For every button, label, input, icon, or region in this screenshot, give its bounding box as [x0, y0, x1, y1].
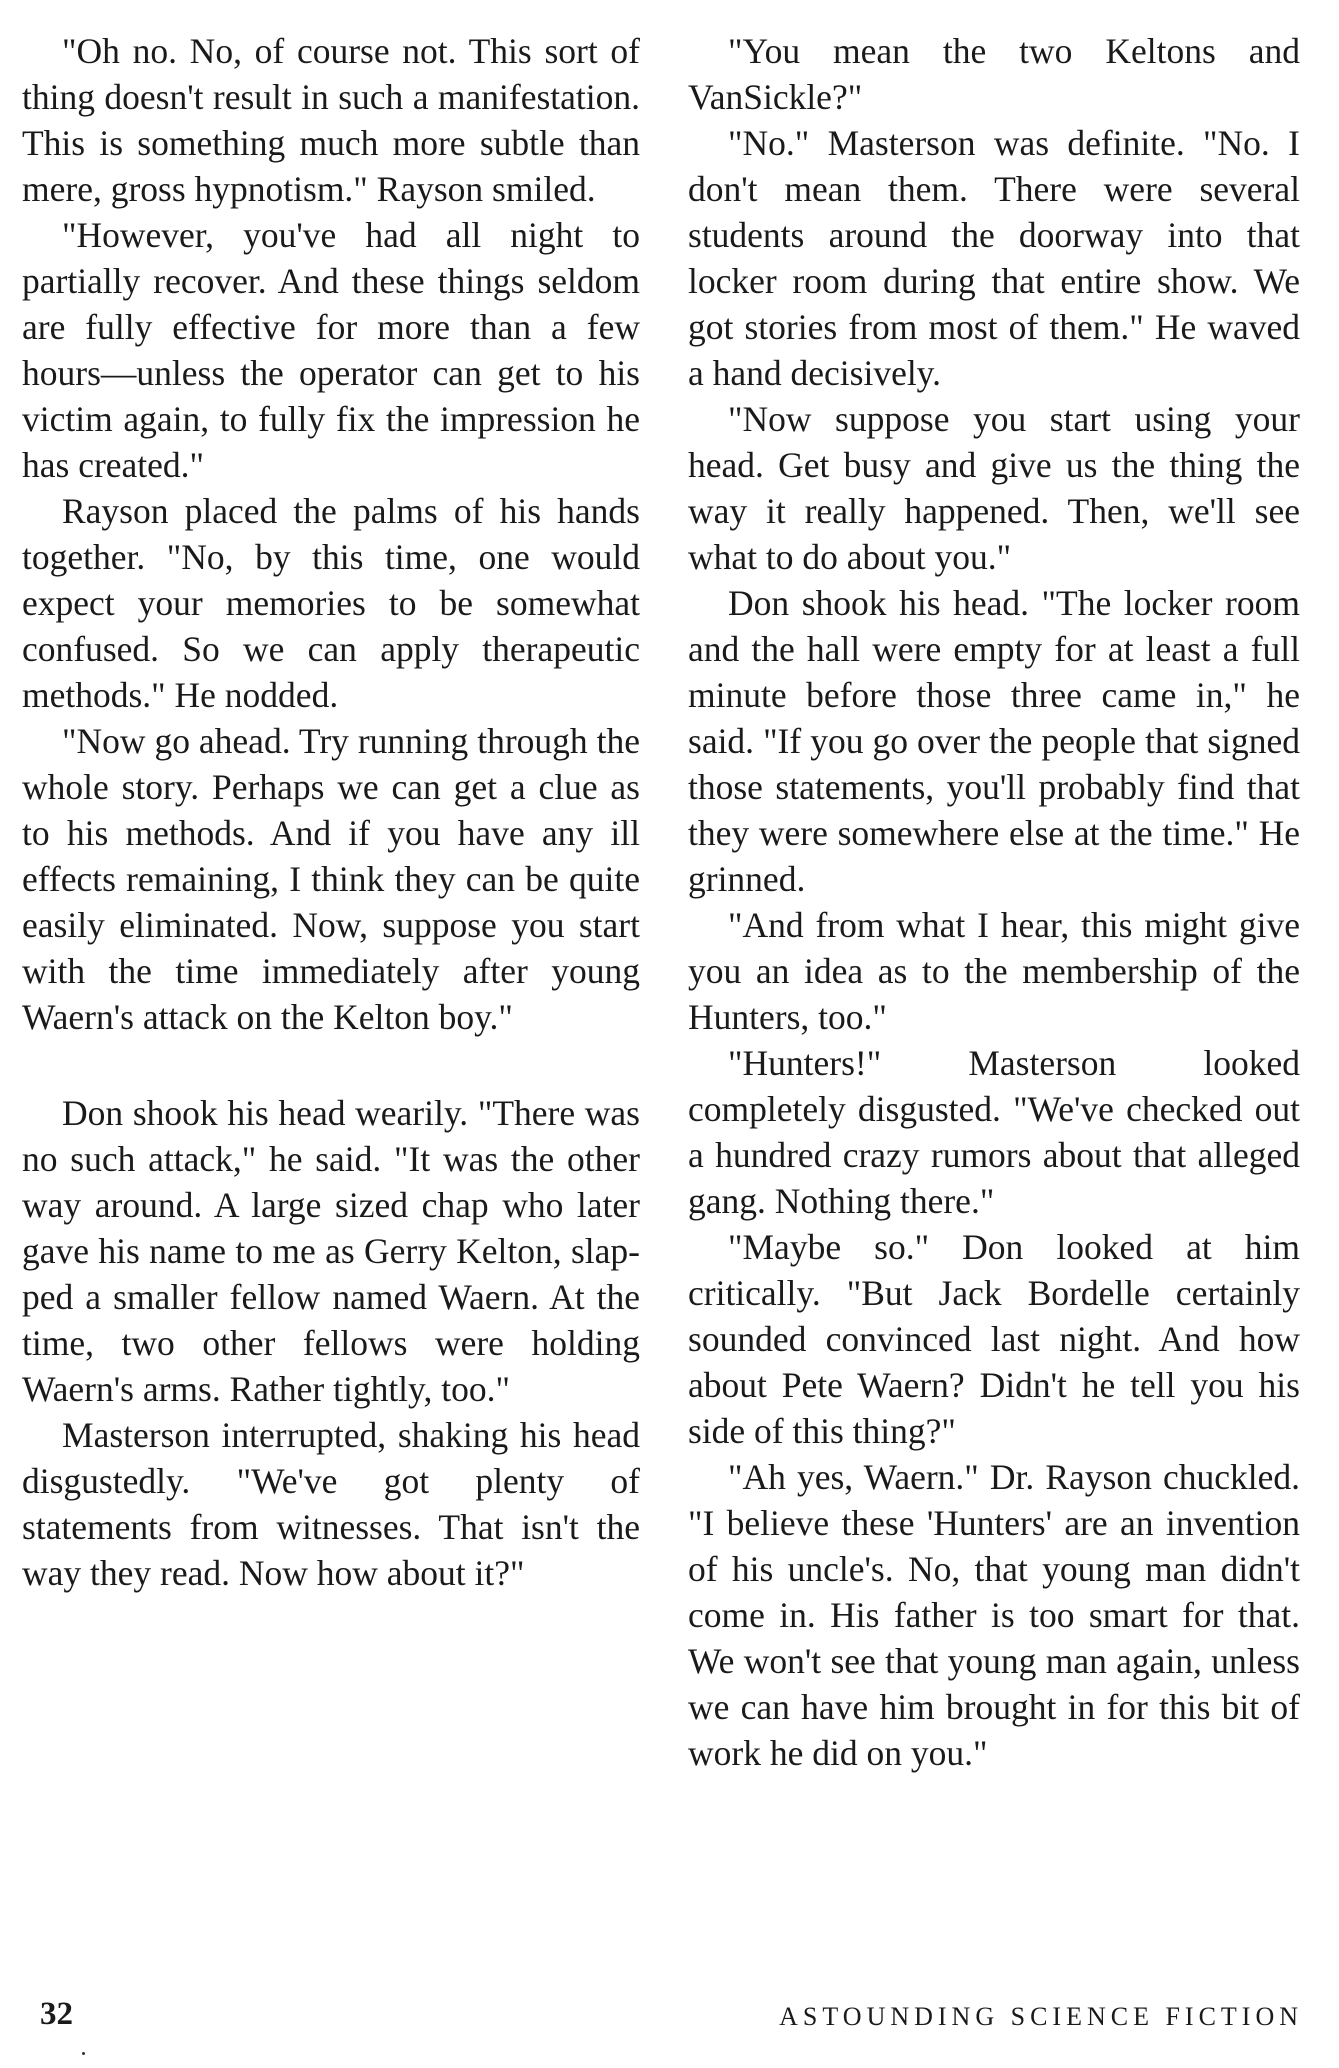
paragraph: Don shook his head. "The locker room and the hall were empty for at least a full minute before those three came in," he said. "If you go over the people that signed those statements, you'll probably find that they were somewhere else at the time." He grinned.	[688, 583, 1300, 899]
running-title: ASTOUNDING SCIENCE FICTION	[779, 2002, 1303, 2031]
paragraph: "Maybe so." Don looked at him critically. "But Jack Bordelle certainly sounded convinced last night. And how about Pete Waern? Didn't he tell you his side of this thing?"	[688, 1227, 1300, 1451]
paragraph: Don shook his head wearily. "There was no such attack," he said. "It was the other way around. A large sized chap who later gave his name to me as Gerry Kelton, slapped a smaller fellow named Waern. At the time, two other fellows were holding Waern's arms. Rather tightly, too."	[22, 1093, 640, 1409]
paragraph: "Oh no. No, of course not. This sort of thing doesn't result in such a manifestation. This is something much more subtle than mere, gross hypnotism." Rayson smiled.	[22, 31, 640, 209]
paragraph: Masterson interrupted, shaking his head disgustedly. "We've got plenty of statements from witnesses. That isn't the way they read. Now how about it?"	[22, 1415, 640, 1593]
left-column	[22, 28, 640, 1596]
paragraph: Rayson placed the palms of his hands together. "No, by this time, one would expect your memories to be somewhat confused. So we can apply therapeutic methods." He nodded.	[22, 491, 640, 715]
paragraph: "Ah yes, Waern." Dr. Rayson chuckled. "I believe these 'Hunters' are an invention of his uncle's. No, that young man didn't come in. His father is too smart for that. We won't see that young man again, unless we can have him brought in for this bit of work he did on you."	[688, 1457, 1300, 1773]
paragraph: "And from what I hear, this might give you an idea as to the membership of the Hunters, too."	[688, 905, 1300, 1037]
page-number: 32	[40, 1996, 73, 2032]
paragraph: "Now suppose you start using your head. Get busy and give us the thing the way it really happened. Then, we'll see what to do about you."	[688, 399, 1300, 577]
paragraph: "Hunters!" Masterson looked completely disgusted. "We've checked out a hundred crazy rumors about that alleged gang. Nothing there."	[688, 1043, 1300, 1221]
right-column	[688, 28, 1300, 1776]
print-speck	[82, 2052, 85, 2055]
paragraph: "You mean the two Keltons and VanSickle?"	[688, 31, 1300, 117]
paragraph: "However, you've had all night to partially recover. And these things seldom are fully effective for more than a few hours—unless the operator can get to his victim again, to fully fix the impression he has created."	[22, 215, 640, 485]
paragraph: "Now go ahead. Try running through the whole story. Perhaps we can get a clue as to his methods. And if you have any ill effects remaining, I think they can be quite easily eliminated. Now, suppose you start with the time immediately after young Waern's attack on the Kelton boy."	[22, 721, 640, 1037]
paragraph: "No." Masterson was definite. "No. I don't mean them. There were several students around the doorway into that locker room during that entire show. We got stories from most of them." He waved a hand decisively.	[688, 123, 1300, 393]
